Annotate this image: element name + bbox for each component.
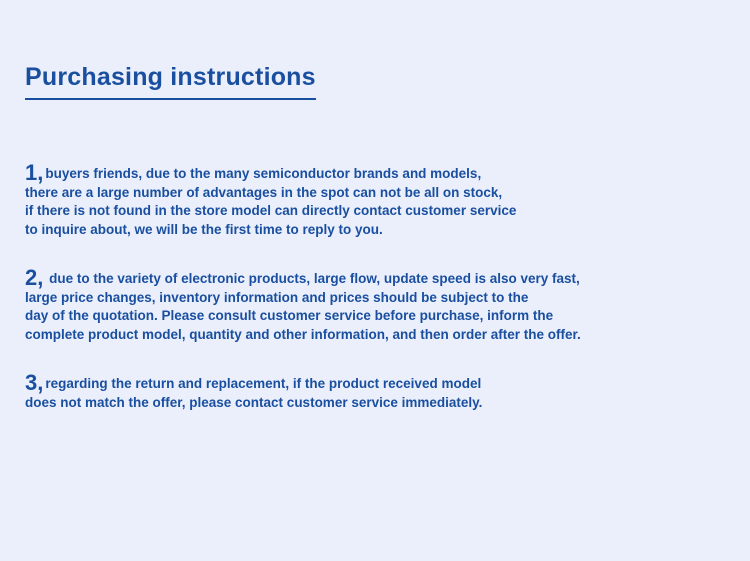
instruction-line-2-1: large price changes, inventory information and prices should be subject to the xyxy=(25,289,529,305)
instruction-line-1-1: there are a large number of advantages in the spot can not be all on stock, xyxy=(25,184,503,200)
instruction-line-2-2: day of the quotation. Please consult customer service before purchase, inform the xyxy=(25,308,554,323)
instruction-lead-text-1: buyers friends, due to the many semiconductor brands and models, xyxy=(45,166,482,181)
instruction-item-3 xyxy=(25,370,730,412)
instruction-lead-text-3: regarding the return and replacement, if the product received model xyxy=(45,376,482,391)
page-title-container xyxy=(25,62,316,100)
page-title: Purchasing instructions xyxy=(25,62,316,100)
instruction-number-2: 2, xyxy=(25,265,44,290)
instruction-line-2-3: complete product model, quantity and other information, and then order after the offer. xyxy=(25,326,581,342)
instruction-lead-text-2: due to the variety of electronic products, large flow, update speed is also very fast, xyxy=(45,271,580,286)
instruction-line-3-1: does not match the offer, please contact customer service immediately. xyxy=(25,394,483,410)
instruction-first-line-1 xyxy=(25,160,730,184)
instruction-first-line-2 xyxy=(25,265,730,289)
instruction-item-1 xyxy=(25,160,730,239)
instruction-first-line-3 xyxy=(25,370,730,394)
instruction-line-1-3: to inquire about, we will be the first time to reply to you. xyxy=(25,221,383,237)
instructions-content xyxy=(25,160,730,432)
instruction-number-3: 3, xyxy=(25,370,44,395)
instruction-line-1-2: if there is not found in the store model can directly contact customer service xyxy=(25,203,517,218)
instruction-item-2 xyxy=(25,265,730,344)
instruction-number-1: 1, xyxy=(25,160,44,185)
